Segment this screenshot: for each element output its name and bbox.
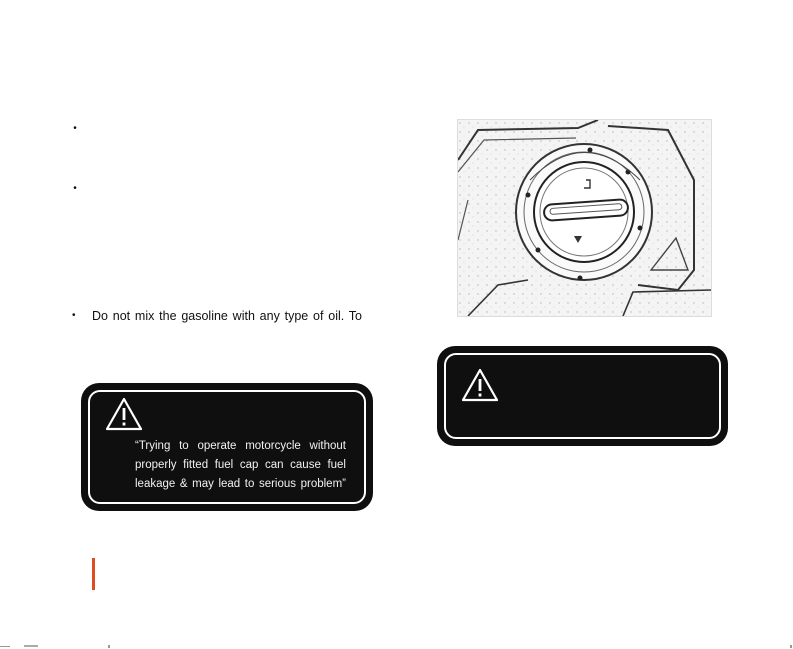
fuel-cap-photo <box>457 119 712 317</box>
warning-triangle-icon <box>461 368 499 402</box>
bullet-marker-2: • <box>73 183 77 194</box>
fuel-mix-bullet <box>72 308 362 324</box>
warning-line-2: properly fitted fuel cap can cause fuel <box>135 459 346 471</box>
warning-box-right <box>439 348 726 444</box>
bullet-marker-3: • <box>72 310 76 321</box>
fuel-cap-illustration <box>458 120 711 316</box>
warning-line-3: leakage & may lead to serious problem” <box>135 478 346 490</box>
warning-box-left <box>83 385 371 509</box>
warning-message <box>135 437 346 494</box>
fuel-mix-text: Do not mix the gasoline with any type of oil. To <box>92 309 362 323</box>
warning-triangle-icon <box>105 397 143 431</box>
print-crop-marks <box>0 642 793 649</box>
warning-line-1: “Trying to operate motorcycle without <box>135 440 346 452</box>
bullet-marker-1: • <box>73 123 77 134</box>
section-accent-bar <box>92 558 95 590</box>
